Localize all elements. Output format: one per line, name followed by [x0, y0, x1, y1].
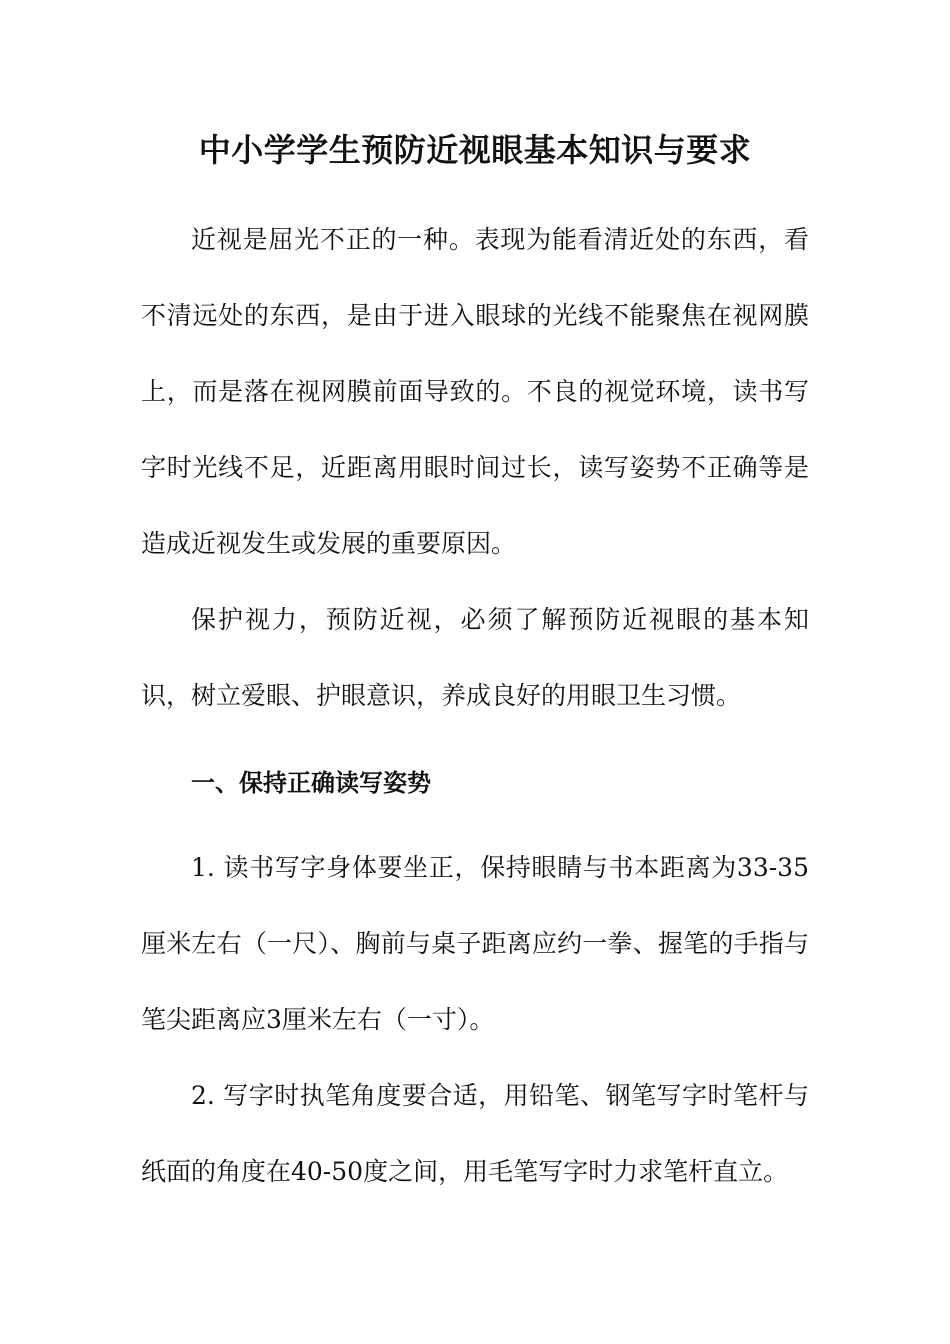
list-item-reading-posture: 1. 读书写字身体要坐正，保持眼睛与书本距离为33-35厘米左右（一尺）、胸前与桌子距离应约一拳、握笔的手指与笔尖距离应3厘米左右（一寸）。 [141, 853, 809, 1034]
list-item-pen-angle: 2. 写字时执笔角度要合适，用铅笔、钢笔写字时笔杆与纸面的角度在40-50度之间，用毛笔写字时力求笔杆直立。 [141, 1081, 809, 1186]
document-title: 中小学学生预防近视眼基本知识与要求 [198, 131, 752, 169]
intro-paragraph: 近视是屈光不正的一种。表现为能看清近处的东西，看不清远处的东西，是由于进入眼球的光线不能聚焦在视网膜上，而是落在视网膜前面导致的。不良的视觉环境，读书写字时光线不足，近距离用眼时间过长，读写姿势不正确等是造成近视发生或发展的重要原因。 [141, 225, 809, 558]
section-heading: 一、保持正确读写姿势 [191, 769, 431, 797]
awareness-paragraph: 保护视力，预防近视，必须了解预防近视眼的基本知识，树立爱眼、护眼意识，养成良好的用眼卫生习惯。 [141, 605, 809, 710]
